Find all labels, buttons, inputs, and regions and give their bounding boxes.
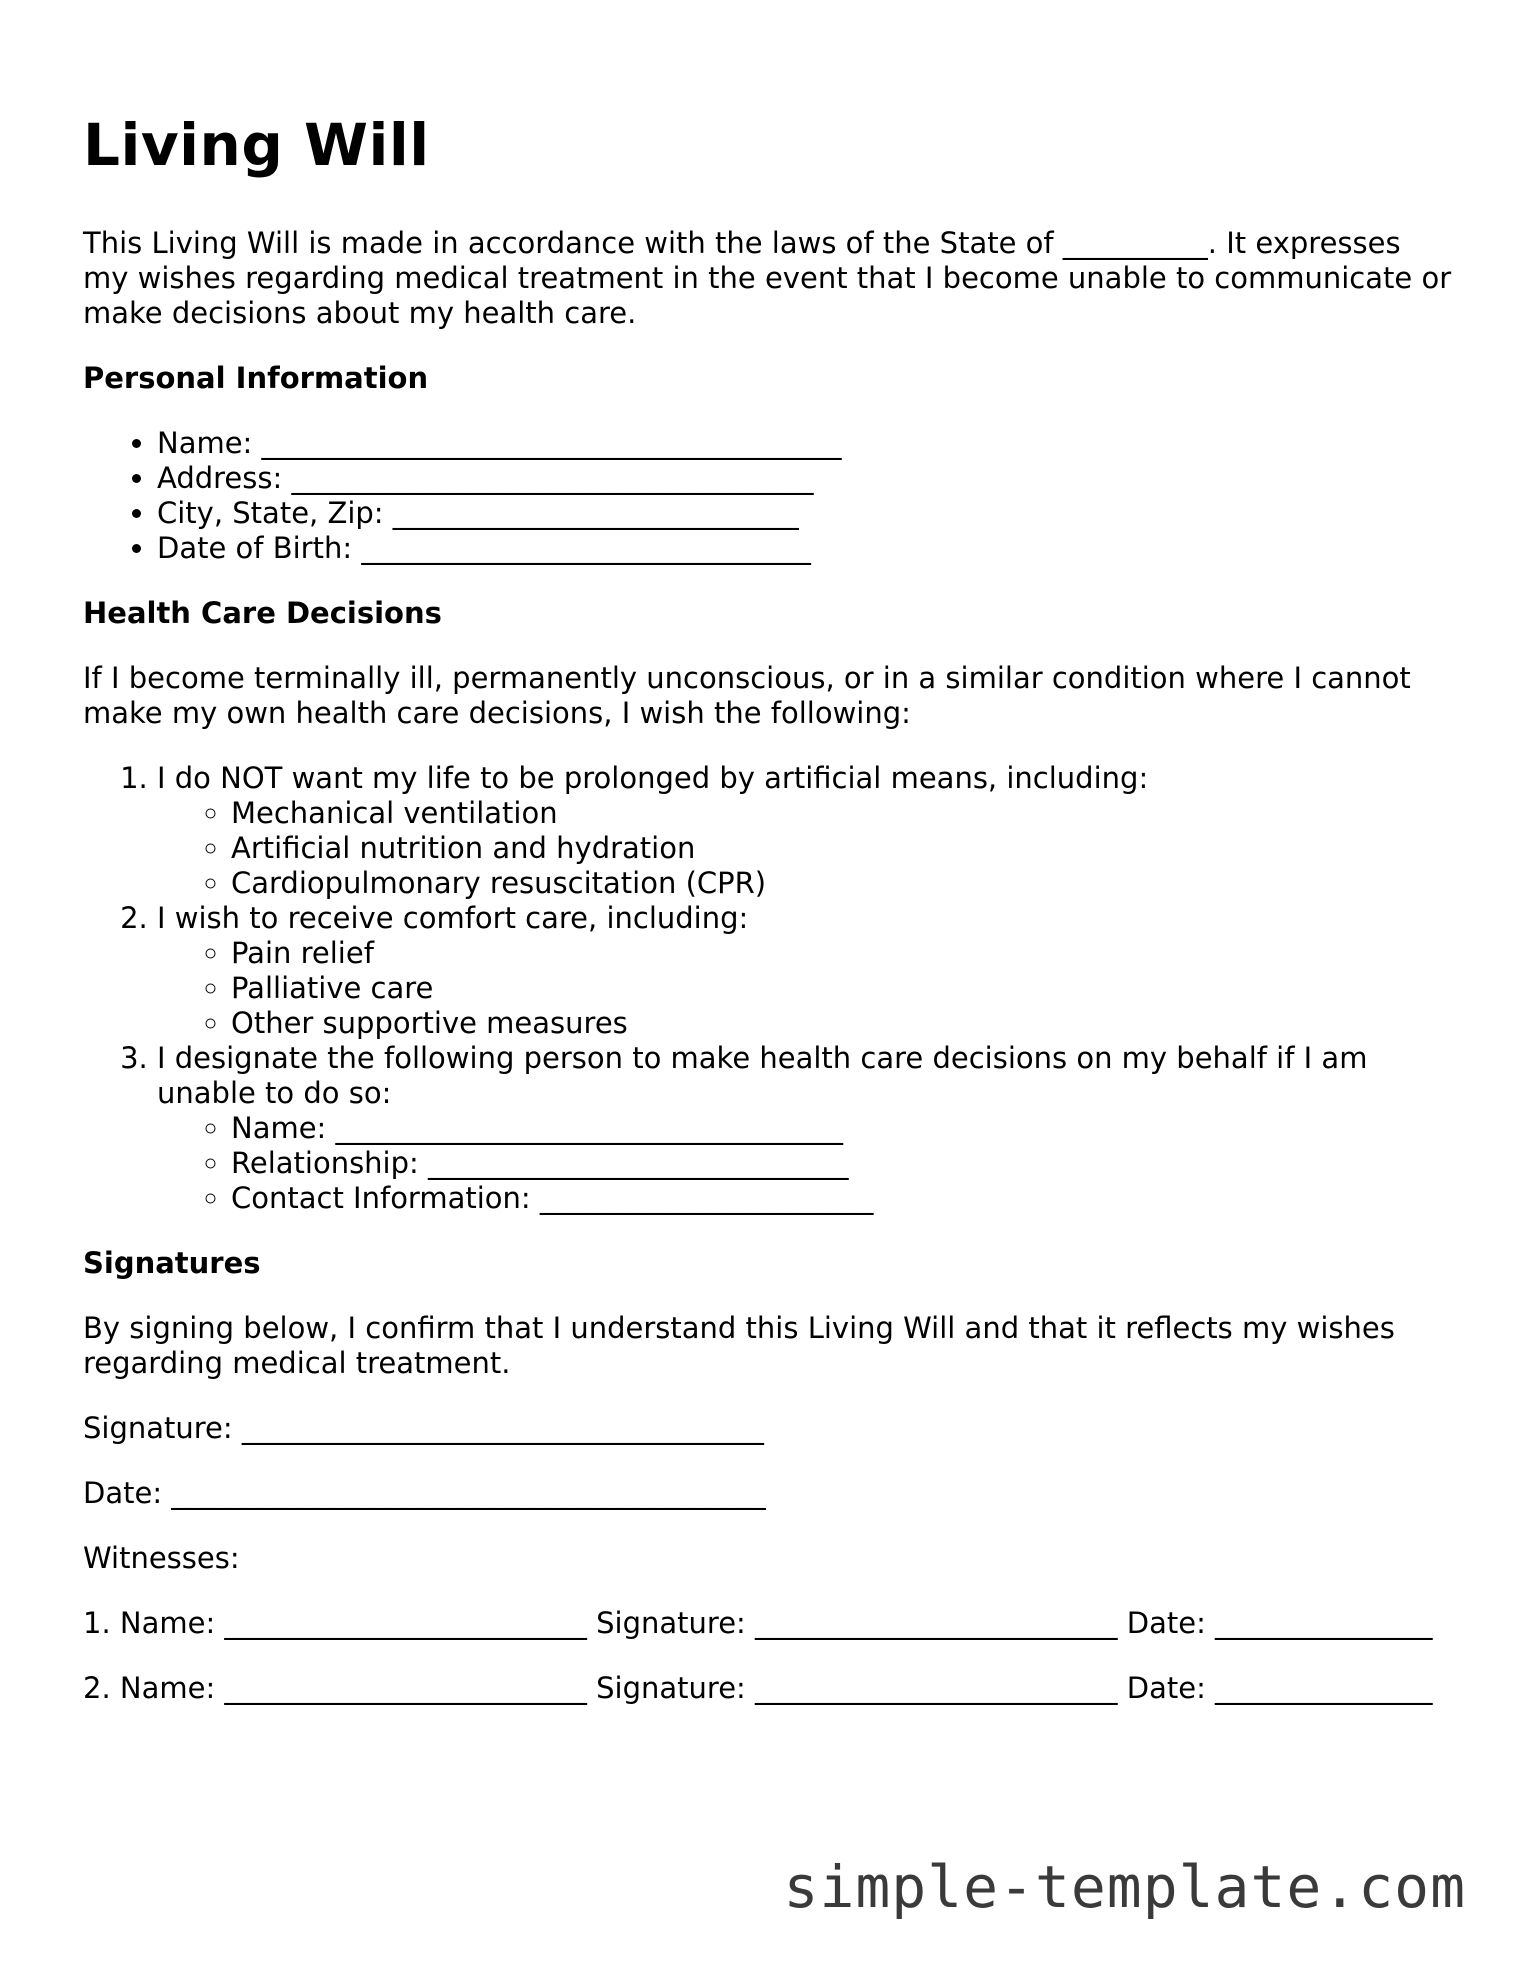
witness-2-line: 2. Name: _________________________ Signature: _________________________ Date: _______________	[83, 1671, 1433, 1705]
proxy-contact-field: ◦ Contact Information: _______________________	[231, 1181, 1453, 1216]
decision-item	[157, 901, 1453, 1041]
decision-text: I wish to receive comfort care, including:	[157, 901, 749, 935]
decision-sublist	[157, 1111, 1453, 1216]
witness-1-line: 1. Name: _________________________ Signature: _________________________ Date: _______________	[83, 1606, 1433, 1640]
sub-item: ◦ Pain relief	[231, 936, 1453, 971]
sub-item: ◦ Artificial nutrition and hydration	[231, 831, 1453, 866]
date-line: Date: _________________________________________	[83, 1476, 766, 1510]
document-title: Living Will	[83, 111, 430, 179]
decision-text: I designate the following person to make health care decisions on my behalf if I am unable to do so:	[157, 1041, 1368, 1110]
decisions-list	[83, 761, 1453, 1216]
signatures-heading: Signatures	[83, 1246, 261, 1280]
decisions-heading: Health Care Decisions	[83, 596, 442, 630]
decision-item	[157, 761, 1453, 901]
sub-item: ◦ Palliative care	[231, 971, 1453, 1006]
sub-item: ◦ Cardiopulmonary resuscitation (CPR)	[231, 866, 1453, 901]
signatures-intro: By signing below, I confirm that I understand this Living Will and that it reflects my wishes regarding medical treatment.	[83, 1311, 1395, 1380]
sub-item: ◦ Mechanical ventilation	[231, 796, 1453, 831]
decisions-intro: If I become terminally ill, permanently unconscious, or in a similar condition where I cannot make my own health care decisions, I wish the following:	[83, 661, 1411, 730]
proxy-name-field: ◦ Name: ___________________________________	[231, 1111, 1453, 1146]
document-page	[83, 100, 1453, 1706]
witnesses-label: Witnesses:	[83, 1541, 240, 1575]
personal-name-field: • Name: ________________________________________	[157, 426, 1453, 461]
sub-item: ◦ Other supportive measures	[231, 1006, 1453, 1041]
signature-line: Signature: ____________________________________	[83, 1411, 764, 1445]
watermark: simple-template.com	[783, 1853, 1466, 1921]
decision-sublist	[157, 796, 1453, 901]
personal-heading: Personal Information	[83, 361, 429, 395]
personal-address-field: • Address: ____________________________________	[157, 461, 1453, 496]
decision-text: I do NOT want my life to be prolonged by artificial means, including:	[157, 761, 1149, 795]
decision-item	[157, 1041, 1453, 1216]
personal-city-field: • City, State, Zip: ____________________________	[157, 496, 1453, 531]
personal-dob-field: • Date of Birth: _______________________________	[157, 531, 1453, 566]
personal-list	[83, 426, 1453, 566]
decision-sublist	[157, 936, 1453, 1041]
proxy-relationship-field: ◦ Relationship: _____________________________	[231, 1146, 1453, 1181]
intro-paragraph: This Living Will is made in accordance with the laws of the State of __________. It expresses my wishes regarding medical treatment in the event that I become unable to communicate or make decisions about my health care.	[83, 226, 1452, 330]
